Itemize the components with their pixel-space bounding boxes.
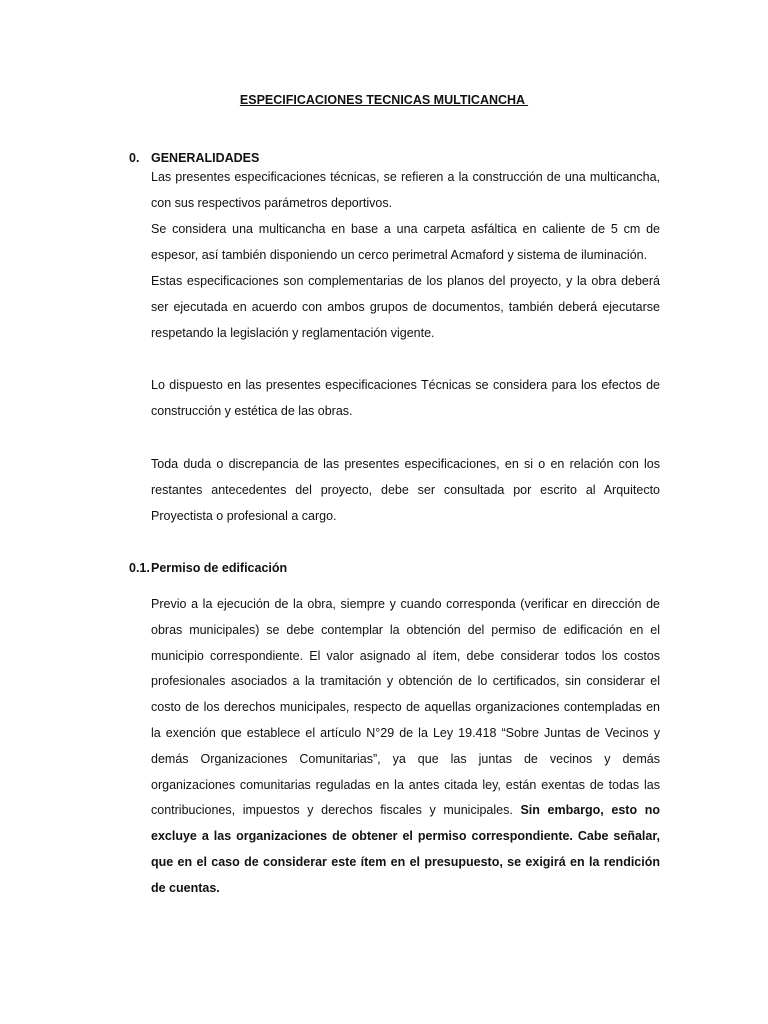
paragraph-permiso (151, 592, 660, 902)
paragraph: Las presentes especificaciones técnicas, se refieren a la construcción de una multicancha, con sus respectivos parámetros deportivos. (151, 170, 660, 210)
section-heading-generalidades (129, 151, 259, 165)
section-number: 0.1. (129, 561, 150, 575)
paragraph: Se considera una multicancha en base a una carpeta asfáltica en caliente de 5 cm de espesor, así también disponiendo un cerco perimetral Acmaford y sistema de iluminación. (151, 222, 660, 262)
paragraph: Lo dispuesto en las presentes especificaciones Técnicas se considera para los efectos de construcción y estética de las obras. (151, 378, 660, 418)
document-title: ESPECIFICACIONES TECNICAS MULTICANCHA (239, 93, 529, 107)
paragraph: Estas especificaciones son complementarias de los planos del proyecto, y la obra deberá ser ejecutada en acuerdo con ambos grupos de documentos, también deberá ejecutarse respetando la legislación y reglamentación vigente. (151, 274, 660, 340)
section-number: 0. (129, 151, 140, 165)
section-title: Permiso de edificación (151, 561, 288, 575)
section-title: GENERALIDADES (151, 151, 260, 165)
paragraph: Toda duda o discrepancia de las presentes especificaciones, en si o en relación con los restantes antecedentes del proyecto, debe ser consultada por escrito al Arquitecto Proyectista o profesional a cargo. (151, 457, 660, 523)
paragraph-bold-text: Sin embargo, esto no excluye a las organizaciones de obtener el permiso correspondiente. Cabe señalar, que en el caso de considerar este ítem en el presupuesto, se exigirá en la rendición de cuentas. (151, 803, 660, 895)
section-heading-permiso (129, 561, 287, 575)
paragraph-text: Previo a la ejecución de la obra, siempre y cuando corresponda (verificar en dirección de obras municipales) se debe contemplar la obtención del permiso de edificación en el municipio correspondiente. El valor asignado al ítem, debe considerar todos los costos profesionales asociados a la tramitación y obtención de lo certificados, sin considerar el costo de los derechos municipales, respecto de aquellas organizaciones contempladas en la exención que establece el artículo N°29 de la Ley 19.418 “Sobre Juntas de Vecinos y demás Organizaciones Comunitarias”, ya que las juntas de vecinos y demás organizaciones comunitarias reguladas en la antes citada ley, están exentas de todas las contribuciones, impuestos y derechos fiscales y municipales. (151, 597, 660, 818)
